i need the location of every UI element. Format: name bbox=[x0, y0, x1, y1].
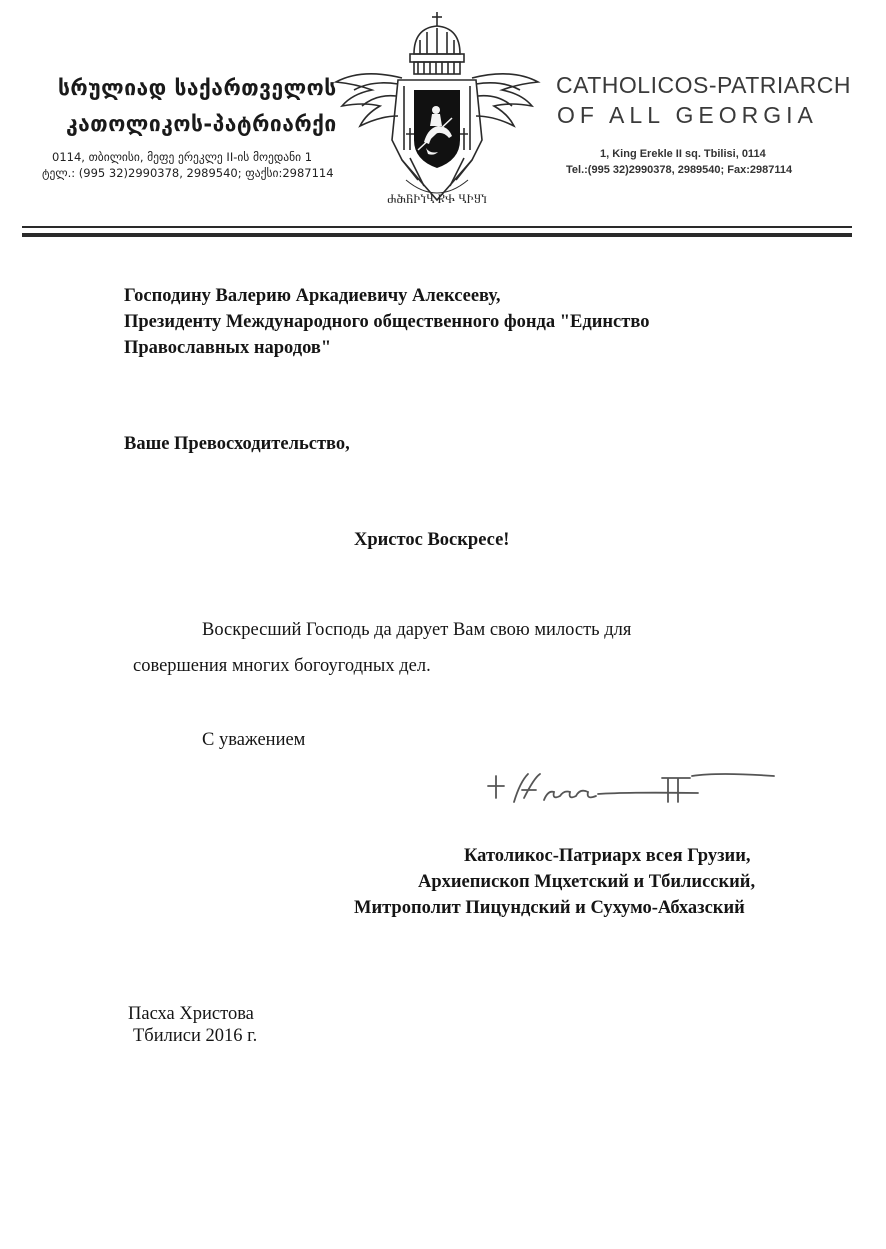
letterhead-georgian-phone: ტელ.: (995 32)2990378, 2989540; ფაქსი:2987114 bbox=[42, 166, 334, 180]
closing: С уважением bbox=[202, 730, 306, 750]
letterhead-rule-bottom bbox=[22, 233, 852, 237]
signatory-line1: Католикос-Патриарх всея Грузии, bbox=[464, 846, 751, 866]
patriarchate-coat-of-arms-icon bbox=[332, 10, 542, 220]
letterhead-english-phone: Tel.:(995 32)2990378, 2989540; Fax:2987114 bbox=[566, 164, 793, 176]
greeting: Христос Воскресе! bbox=[354, 530, 510, 550]
footer-occasion: Пасха Христова bbox=[128, 1004, 254, 1024]
body-line1: Воскресший Господь да дарует Вам свою милость для bbox=[202, 620, 632, 640]
svg-text:ႻႫႬჁႨႡ ႼႵ ႡჁႸႨ: ႻႫႬჁႨႡ ႼႵ ႡჁႸႨ bbox=[387, 195, 487, 206]
recipient-line1: Господину Валерию Аркадиевичу Алексееву, bbox=[124, 286, 501, 306]
recipient-line2: Президенту Международного общественного фонда "Единство bbox=[124, 312, 650, 332]
letterhead-georgian-title-line2: კათოლიკოს-პატრიარქი bbox=[66, 112, 337, 136]
letterhead-georgian-title-line1: სრულიად საქართველოს bbox=[58, 76, 337, 100]
letterhead-english-title-line1: CATHOLICOS-PATRIARCH bbox=[556, 72, 851, 98]
body-line2: совершения многих богоугодных дел. bbox=[133, 656, 431, 676]
letterhead-english-address: 1, King Erekle II sq. Tbilisi, 0114 bbox=[600, 148, 766, 160]
footer-place-date: Тбилиси 2016 г. bbox=[133, 1026, 258, 1046]
handwritten-signature-icon bbox=[478, 762, 778, 812]
signatory-line2: Архиепископ Мцхетский и Тбилисский, bbox=[418, 872, 756, 892]
letterhead-georgian-address: 0114, თბილისი, მეფე ერეკლე II-ის მოედანი 1 bbox=[52, 150, 313, 164]
recipient-line3: Православных народов" bbox=[124, 338, 332, 358]
signatory-line3: Митрополит Пицундский и Сухумо-Абхазский bbox=[354, 898, 745, 918]
letterhead-english-title-line2: OF ALL GEORGIA bbox=[557, 102, 818, 128]
letterhead-rule-top bbox=[22, 226, 852, 228]
salutation: Ваше Превосходительство, bbox=[124, 434, 350, 454]
